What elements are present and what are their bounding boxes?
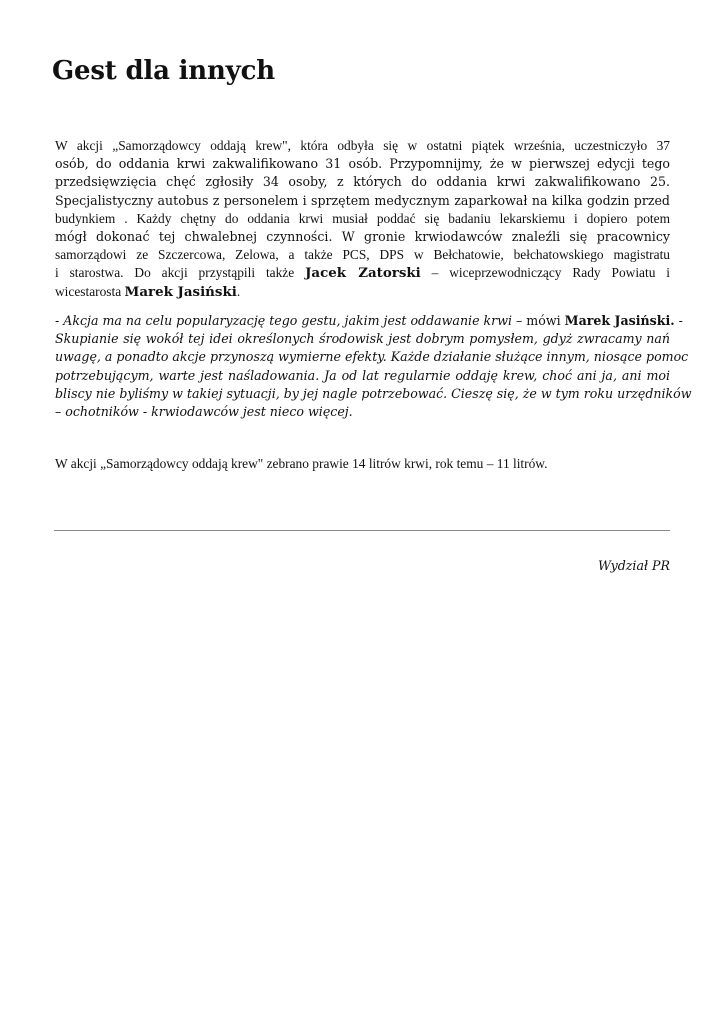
- paragraph-1-line-2: osób, do oddania krwi zakwalifikowano 31 osób. Przypomnijmy, że w pierwszej edycji tego: [55, 156, 670, 172]
- quote-speaker-name: Marek Jasiński.: [564, 313, 675, 328]
- paragraph-1: [55, 137, 670, 301]
- paragraph-1-line-5: budynkiem . Każdy chętny do oddania krwi musiał poddać się badaniu lekarskiemu i dopiero potem: [55, 210, 670, 226]
- paragraph-1-line-8: [55, 264, 670, 282]
- paragraph-1-line-9: [55, 283, 670, 301]
- person-name-marek-jasinski: Marek Jasiński: [124, 283, 237, 300]
- article-title: Gest dla innych: [52, 56, 275, 86]
- paragraph-1-line-9-end: .: [236, 283, 241, 299]
- paragraph-1-line-1: W akcji „Samorządowcy oddają krew", która odbyła się w ostatni piątek września, uczestniczyło 37: [55, 138, 670, 153]
- quote-line-4: potrzebującym, warte jest naśladowania. Ja od lat regularnie oddaję krew, choć ani ja, ani moi: [55, 367, 670, 383]
- paragraph-1-line-4: Specjalistyczny autobus z personelem i sprzętem medycznym zaparkował na kilka godzin przed: [55, 192, 670, 208]
- paragraph-3: W akcji „Samorządowcy oddają krew" zebrano prawie 14 litrów krwi, rok temu – 11 litrów.: [55, 456, 548, 471]
- quote-paragraph: [55, 312, 692, 421]
- signature: Wydział PR: [597, 558, 670, 573]
- quote-line-1: [55, 312, 683, 330]
- quote-line-6: – ochotników - krwiodawców jest nieco więcej.: [55, 404, 353, 420]
- paragraph-1-line-9-start: wicestarosta: [55, 283, 125, 299]
- quote-line-5: bliscy nie byliśmy w takiej sytuacji, by jej nagle potrzebować. Cieszę się, że w tym roku urzędników: [55, 385, 692, 401]
- paragraph-1-line-6: mógł dokonać tej chwalebnej czynności. W gronie krwiodawców znaleźli się pracownicy: [55, 229, 670, 245]
- quote-line-3: uwagę, a ponadto akcje przynoszą wymierne efekty. Każde działanie służące innym, niosące pomoc: [55, 349, 689, 365]
- horizontal-divider: [54, 530, 670, 531]
- paragraph-1-line-8-end: – wiceprzewodniczący Rady Powiatu i: [420, 265, 670, 281]
- quote-line-1-end: -: [674, 313, 683, 328]
- paragraph-1-line-3: przedsięwzięcia chęć zgłosiły 34 osoby, z których do oddania krwi zakwalifikowano 25.: [55, 174, 670, 190]
- quote-line-1-start: - Akcja ma na celu popularyzację tego gestu, jakim jest oddawanie krwi: [55, 313, 512, 328]
- paragraph-1-line-8-start: i starostwa. Do akcji przystąpili także: [55, 265, 306, 281]
- quote-line-2: Skupianie się wokół tej idei określonych środowisk jest dobrym pomysłem, gdyż zwracamy nań: [55, 331, 670, 347]
- quote-attribution: – mówi: [512, 313, 565, 328]
- paragraph-1-line-7: samorządowi ze Szczercowa, Zelowa, a także PCS, DPS w Bełchatowie, bełchatowskiego magistratu: [55, 247, 670, 263]
- person-name-jacek-zatorski: Jacek Zatorski: [305, 265, 421, 282]
